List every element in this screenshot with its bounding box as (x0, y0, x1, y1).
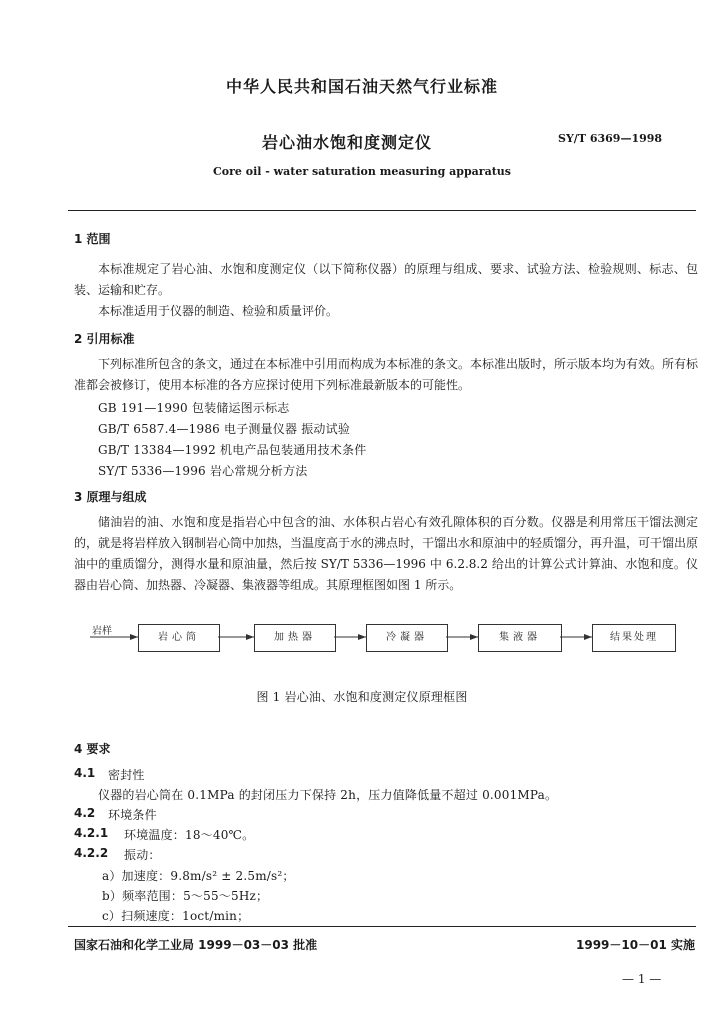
clause-4-2-number: 4.2 (74, 806, 96, 820)
figure-box-core-cylinder: 岩心筒 (138, 624, 220, 652)
figure-box-result-processing: 结果处理 (592, 624, 676, 652)
clause-4-2-1-text: 环境温度：18～40℃。 (124, 828, 255, 842)
reference-item: GB 191—1990 包装储运图示标志 (98, 401, 290, 415)
figure-caption: 图 1 岩心油、水饱和度测定仪原理框图 (256, 690, 468, 704)
reference-item: GB/T 6587.4—1986 电子测量仪器 振动试验 (98, 422, 351, 436)
vibration-list (102, 866, 295, 926)
section-3-heading: 3 原理与组成 (74, 490, 147, 504)
standard-code: SY/T 6369—1998 (558, 132, 663, 145)
figure-box-condenser: 冷凝器 (366, 624, 448, 652)
clause-4-1-text: 仪器的岩心筒在 0.1MPa 的封闭压力下保持 2h，压力值降低量不超过 0.001MPa。 (98, 788, 558, 802)
figure-box-collector: 集液器 (478, 624, 562, 652)
section-2-heading: 2 引用标准 (74, 332, 135, 346)
section-4-heading: 4 要求 (74, 742, 111, 756)
clause-4-1-title: 密封性 (108, 768, 145, 782)
clause-4-2-title: 环境条件 (108, 808, 157, 822)
clause-4-2-1-number: 4.2.1 (74, 826, 109, 840)
reference-list (98, 398, 366, 482)
figure-box-heater: 加热器 (254, 624, 336, 652)
page-number: — 1 — (622, 972, 662, 986)
reference-item: SY/T 5336—1996 岩心常规分析方法 (98, 464, 308, 478)
document-org: 中华人民共和国石油天然气行业标准 (225, 77, 498, 96)
header-divider (68, 210, 696, 211)
approval-issuer: 国家石油和化学工业局 1999－03－03 批准 (74, 938, 318, 952)
section-1-paragraph-2: 本标准适用于仪器的制造、检验和质量评价。 (98, 304, 339, 318)
list-item: c）扫频速度：1oct/min； (102, 909, 250, 923)
section-2-paragraph-1: 下列标准所包含的条文，通过在本标准中引用而构成为本标准的条文。本标准出版时，所示版本均为有效。所有标准都会被修订，使用本标准的各方应探讨使用下列标准最新版本的可能性。 (74, 357, 699, 392)
section-1-heading: 1 范围 (74, 232, 111, 246)
clause-4-2-2-number: 4.2.2 (74, 846, 109, 860)
clause-4-1-number: 4.1 (74, 766, 96, 780)
section-1-body (74, 259, 698, 322)
figure-input-label: 岩样 (92, 626, 112, 637)
section-2-body (74, 354, 698, 396)
document-title: 岩心油水饱和度测定仪 (262, 133, 433, 152)
section-3-body (74, 512, 698, 596)
section-3-paragraph-1: 储油岩的油、水饱和度是指岩心中包含的油、水体积占岩心有效孔隙体积的百分数。仪器是利用常压干馏法测定的，就是将岩样放入钢制岩心筒中加热，当温度高于水的沸点时，干馏出水和原油中的轻质馏分，再升温，可干馏出原油中的重质馏分，测得水量和原油量，然后按 SY/T 5336—1996 中 6.2.8.2 给出的计算公式计算油、水饱和度。仪器由岩心筒、加热器、冷凝器、集液器等组成。其原理框图如图 1 所示。 (74, 515, 699, 592)
footer-divider (68, 926, 696, 927)
list-item: a）加速度：9.8m/s² ± 2.5m/s²； (102, 869, 295, 883)
english-title: Core oil - water saturation measuring apparatus (213, 165, 511, 178)
section-1-paragraph-1: 本标准规定了岩心油、水饱和度测定仪（以下简称仪器）的原理与组成、要求、试验方法、检验规则、标志、包装、运输和贮存。 (74, 262, 698, 297)
list-item: b）频率范围：5～55～5Hz； (102, 889, 269, 903)
implementation-date: 1999－10－01 实施 (576, 938, 695, 952)
reference-item: GB/T 13384—1992 机电产品包装通用技术条件 (98, 443, 367, 457)
clause-4-2-2-title: 振动： (124, 848, 161, 862)
